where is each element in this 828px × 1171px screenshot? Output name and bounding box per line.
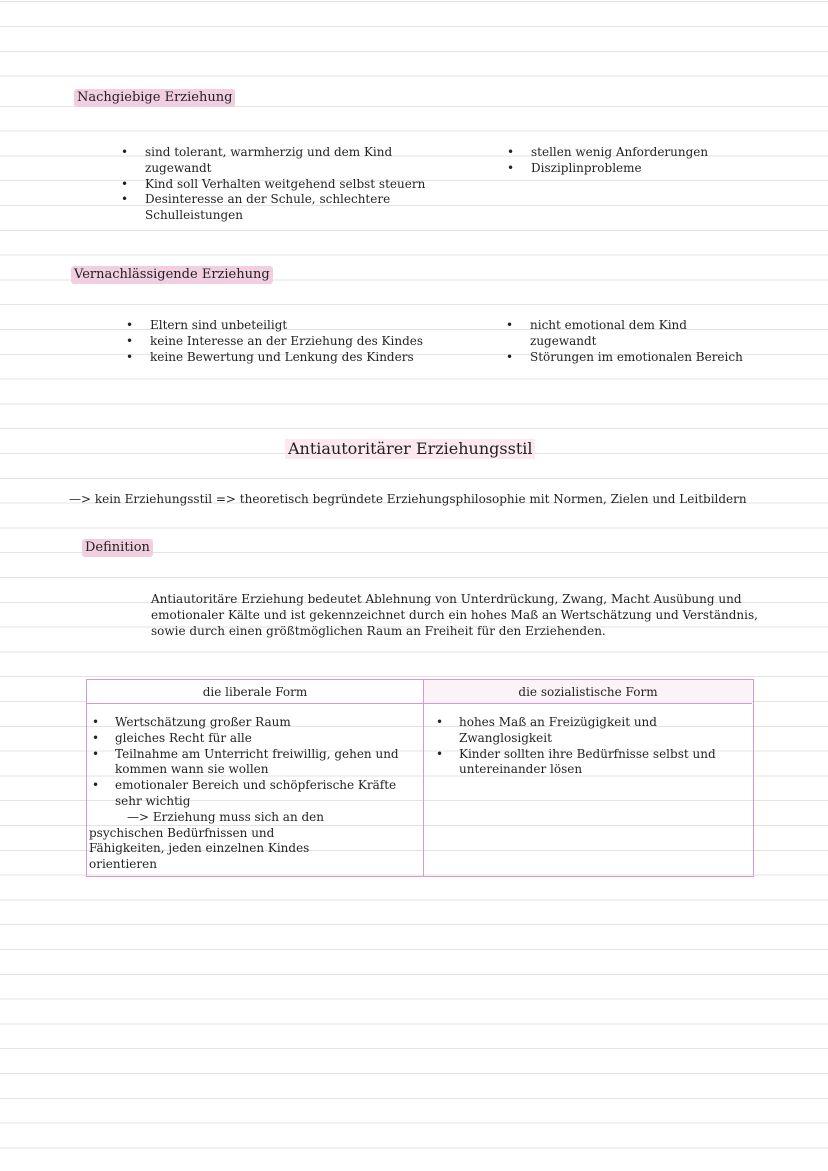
list-item: • nicht emotional dem Kind zugewandt bbox=[506, 318, 726, 350]
table-header-liberal: die liberale Form bbox=[87, 680, 423, 704]
heading-definition: Definition bbox=[82, 539, 153, 557]
list-item: • gleiches Recht für alle bbox=[89, 731, 399, 747]
list-item: • stellen wenig Anforderungen bbox=[507, 145, 807, 161]
list-item: • Wertschätzung großer Raum bbox=[89, 715, 399, 731]
nachgiebig-right-list bbox=[507, 145, 807, 177]
continuation-text: psychischen Bedürfnissen und Fähigkeiten, jeden einzelnen Kindes orientieren bbox=[89, 825, 310, 872]
heading-vernachlaessigende-erziehung: Vernachlässigende Erziehung bbox=[71, 266, 273, 284]
nachgiebig-left-list bbox=[121, 145, 451, 224]
vernachlaessigend-right-list bbox=[506, 318, 743, 365]
list-item: • keine Bewertung und Lenkung des Kinders bbox=[126, 350, 456, 366]
definition-text: Antiautoritäre Erziehung bedeutet Ablehnung von Unterdrückung, Zwang, Macht Ausübung und emotionaler Kälte und ist gekennzeichnet durch ein hohes Maß an Wertschätzung und Verständnis, sowie durch einen größtmöglichen Raum an Freiheit für den Erziehenden. bbox=[151, 592, 758, 638]
list-item: • Eltern sind unbeteiligt bbox=[126, 318, 456, 334]
table-divider bbox=[423, 680, 424, 876]
list-item: • emotionaler Bereich und schöpferische Kräfte sehr wichtig bbox=[89, 778, 399, 810]
arrow-line: —> Erziehung muss sich an den bbox=[127, 809, 325, 824]
list-item: • hohes Maß an Freizügigkeit und Zwanglosigkeit bbox=[433, 715, 723, 747]
note-line: —> kein Erziehungsstil => theoretisch begründete Erziehungsphilosophie mit Normen, Zielen und Leitbildern bbox=[69, 492, 747, 506]
list-item: • Kinder sollten ihre Bedürfnisse selbst und untereinander lösen bbox=[433, 747, 723, 779]
list-item: • Teilnahme am Unterricht freiwillig, gehen und kommen wann sie wollen bbox=[89, 747, 399, 779]
comparison-table bbox=[86, 679, 754, 877]
list-item: • Störungen im emotionalen Bereich bbox=[506, 350, 726, 366]
list-item: • Disziplinprobleme bbox=[507, 161, 807, 177]
heading-nachgiebige-erziehung: Nachgiebige Erziehung bbox=[74, 89, 235, 107]
table-cell-liberal bbox=[89, 715, 399, 873]
vernachlaessigend-left-list bbox=[126, 318, 456, 365]
list-item: • Kind soll Verhalten weitgehend selbst steuern bbox=[121, 177, 451, 193]
page-title: Antiautoritärer Erziehungsstil bbox=[285, 439, 535, 459]
table-cell-sozialistisch bbox=[433, 715, 723, 778]
list-item: • keine Interesse an der Erziehung des Kindes bbox=[126, 334, 456, 350]
list-item: • sind tolerant, warmherzig und dem Kind zugewandt bbox=[121, 145, 451, 177]
list-item: • Desinteresse an der Schule, schlechtere Schulleistungen bbox=[121, 192, 451, 224]
table-header-sozialistisch: die sozialistische Form bbox=[424, 680, 752, 704]
